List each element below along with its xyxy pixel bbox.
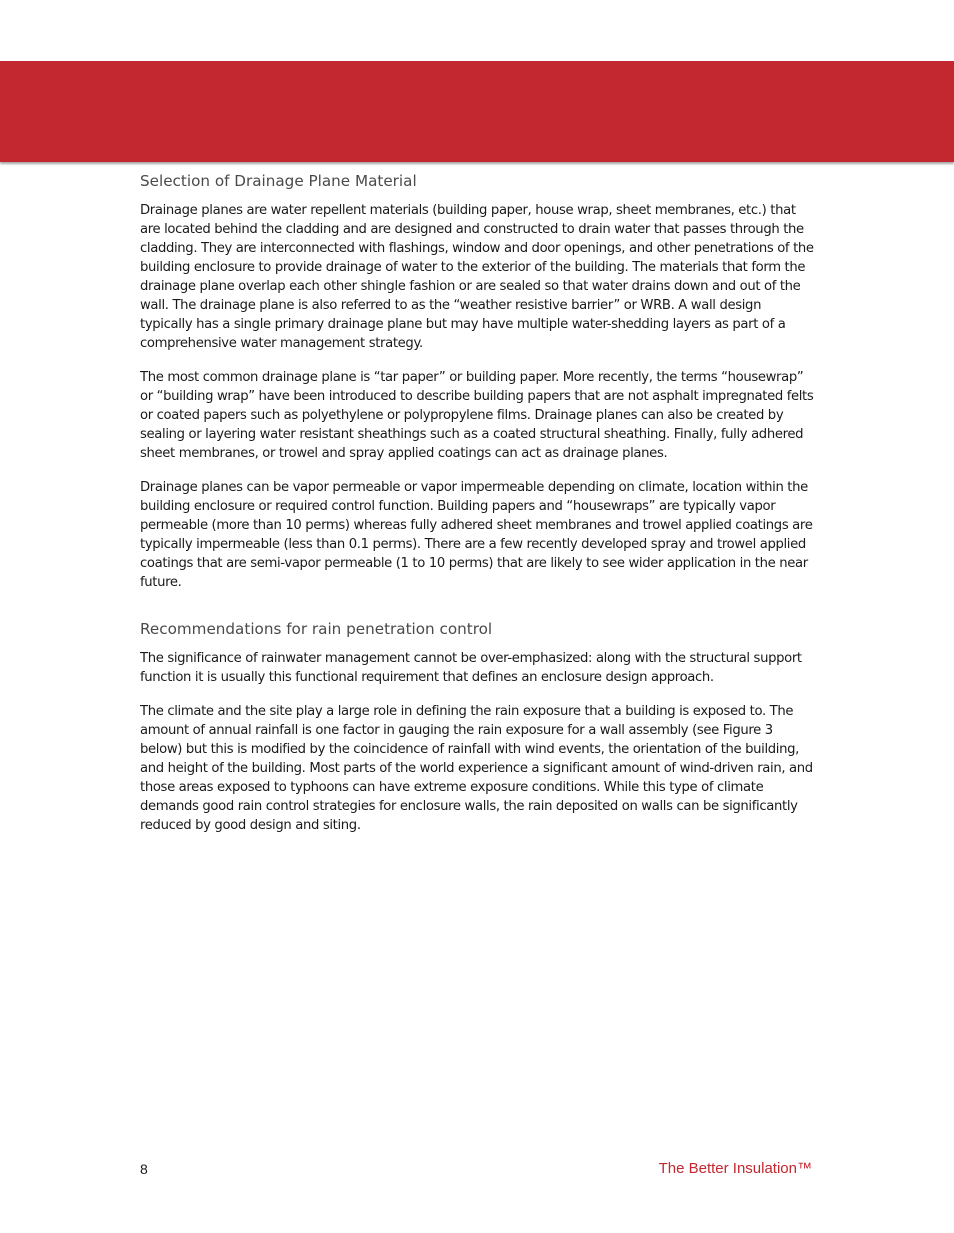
- paragraph: The significance of rainwater management cannot be over-emphasized: along with the structural support function it is usually this functional requirement that defines an enclosure design approach.: [140, 651, 802, 685]
- header-band: [0, 61, 954, 162]
- page-content: [140, 170, 816, 835]
- section-heading-drainage-plane-material: Selection of Drainage Plane Material: [140, 172, 417, 190]
- section-heading-rain-penetration-control: Recommendations for rain penetration control: [140, 620, 493, 638]
- paragraph: Drainage planes are water repellent materials (building paper, house wrap, sheet membranes, etc.) that are located behind the cladding and are designed and constructed to drain water that passes through the cladding. They are interconnected with flashings, window and door openings, and other penetrations of the building enclosure to provide drainage of water to the exterior of the building. The materials that form the drainage plane overlap each other shingle fashion or are sealed so that water drains down and out of the wall. The drainage plane is also referred to as the “weather resistive barrier” or WRB. A wall design typically has a single primary drainage plane but may have multiple water-shedding layers as part of a comprehensive water management strategy.: [140, 203, 814, 351]
- page-number: 8: [140, 1161, 148, 1177]
- paragraph: The most common drainage plane is “tar paper” or building paper. More recently, the terms “housewrap” or “building wrap” have been introduced to describe building papers that are not asphalt impregnated felts or coated papers such as polyethylene or polypropylene films. Drainage planes can also be created by sealing or layering water resistant sheathings such as a coated structural sheathing. Finally, fully adhered sheet membranes, or trowel and spray applied coatings can act as drainage planes.: [140, 370, 814, 461]
- paragraph: The climate and the site play a large role in defining the rain exposure that a building is exposed to. The amount of annual rainfall is one factor in gauging the rain exposure for a wall assembly (see Figure 3 below) but this is modified by the coincidence of rainfall with wind events, the orientation of the building, and height of the building. Most parts of the world experience a significant amount of wind-driven rain, and those areas exposed to typhoons can have extreme exposure conditions. While this type of climate demands good rain control strategies for enclosure walls, the rain deposited on walls can be significantly reduced by good design and siting.: [140, 704, 813, 833]
- footer-brand-text: The Better Insulation™: [658, 1160, 812, 1177]
- paragraph: Drainage planes can be vapor permeable or vapor impermeable depending on climate, location within the building enclosure or required control function. Building papers and “housewraps” are typically vapor permeable (more than 10 perms) whereas fully adhered sheet membranes and trowel applied coatings are typically impermeable (less than 0.1 perms). There are a few recently developed spray and trowel applied coatings that are semi-vapor permeable (1 to 10 perms) that are likely to see wider application in the near future.: [140, 480, 813, 590]
